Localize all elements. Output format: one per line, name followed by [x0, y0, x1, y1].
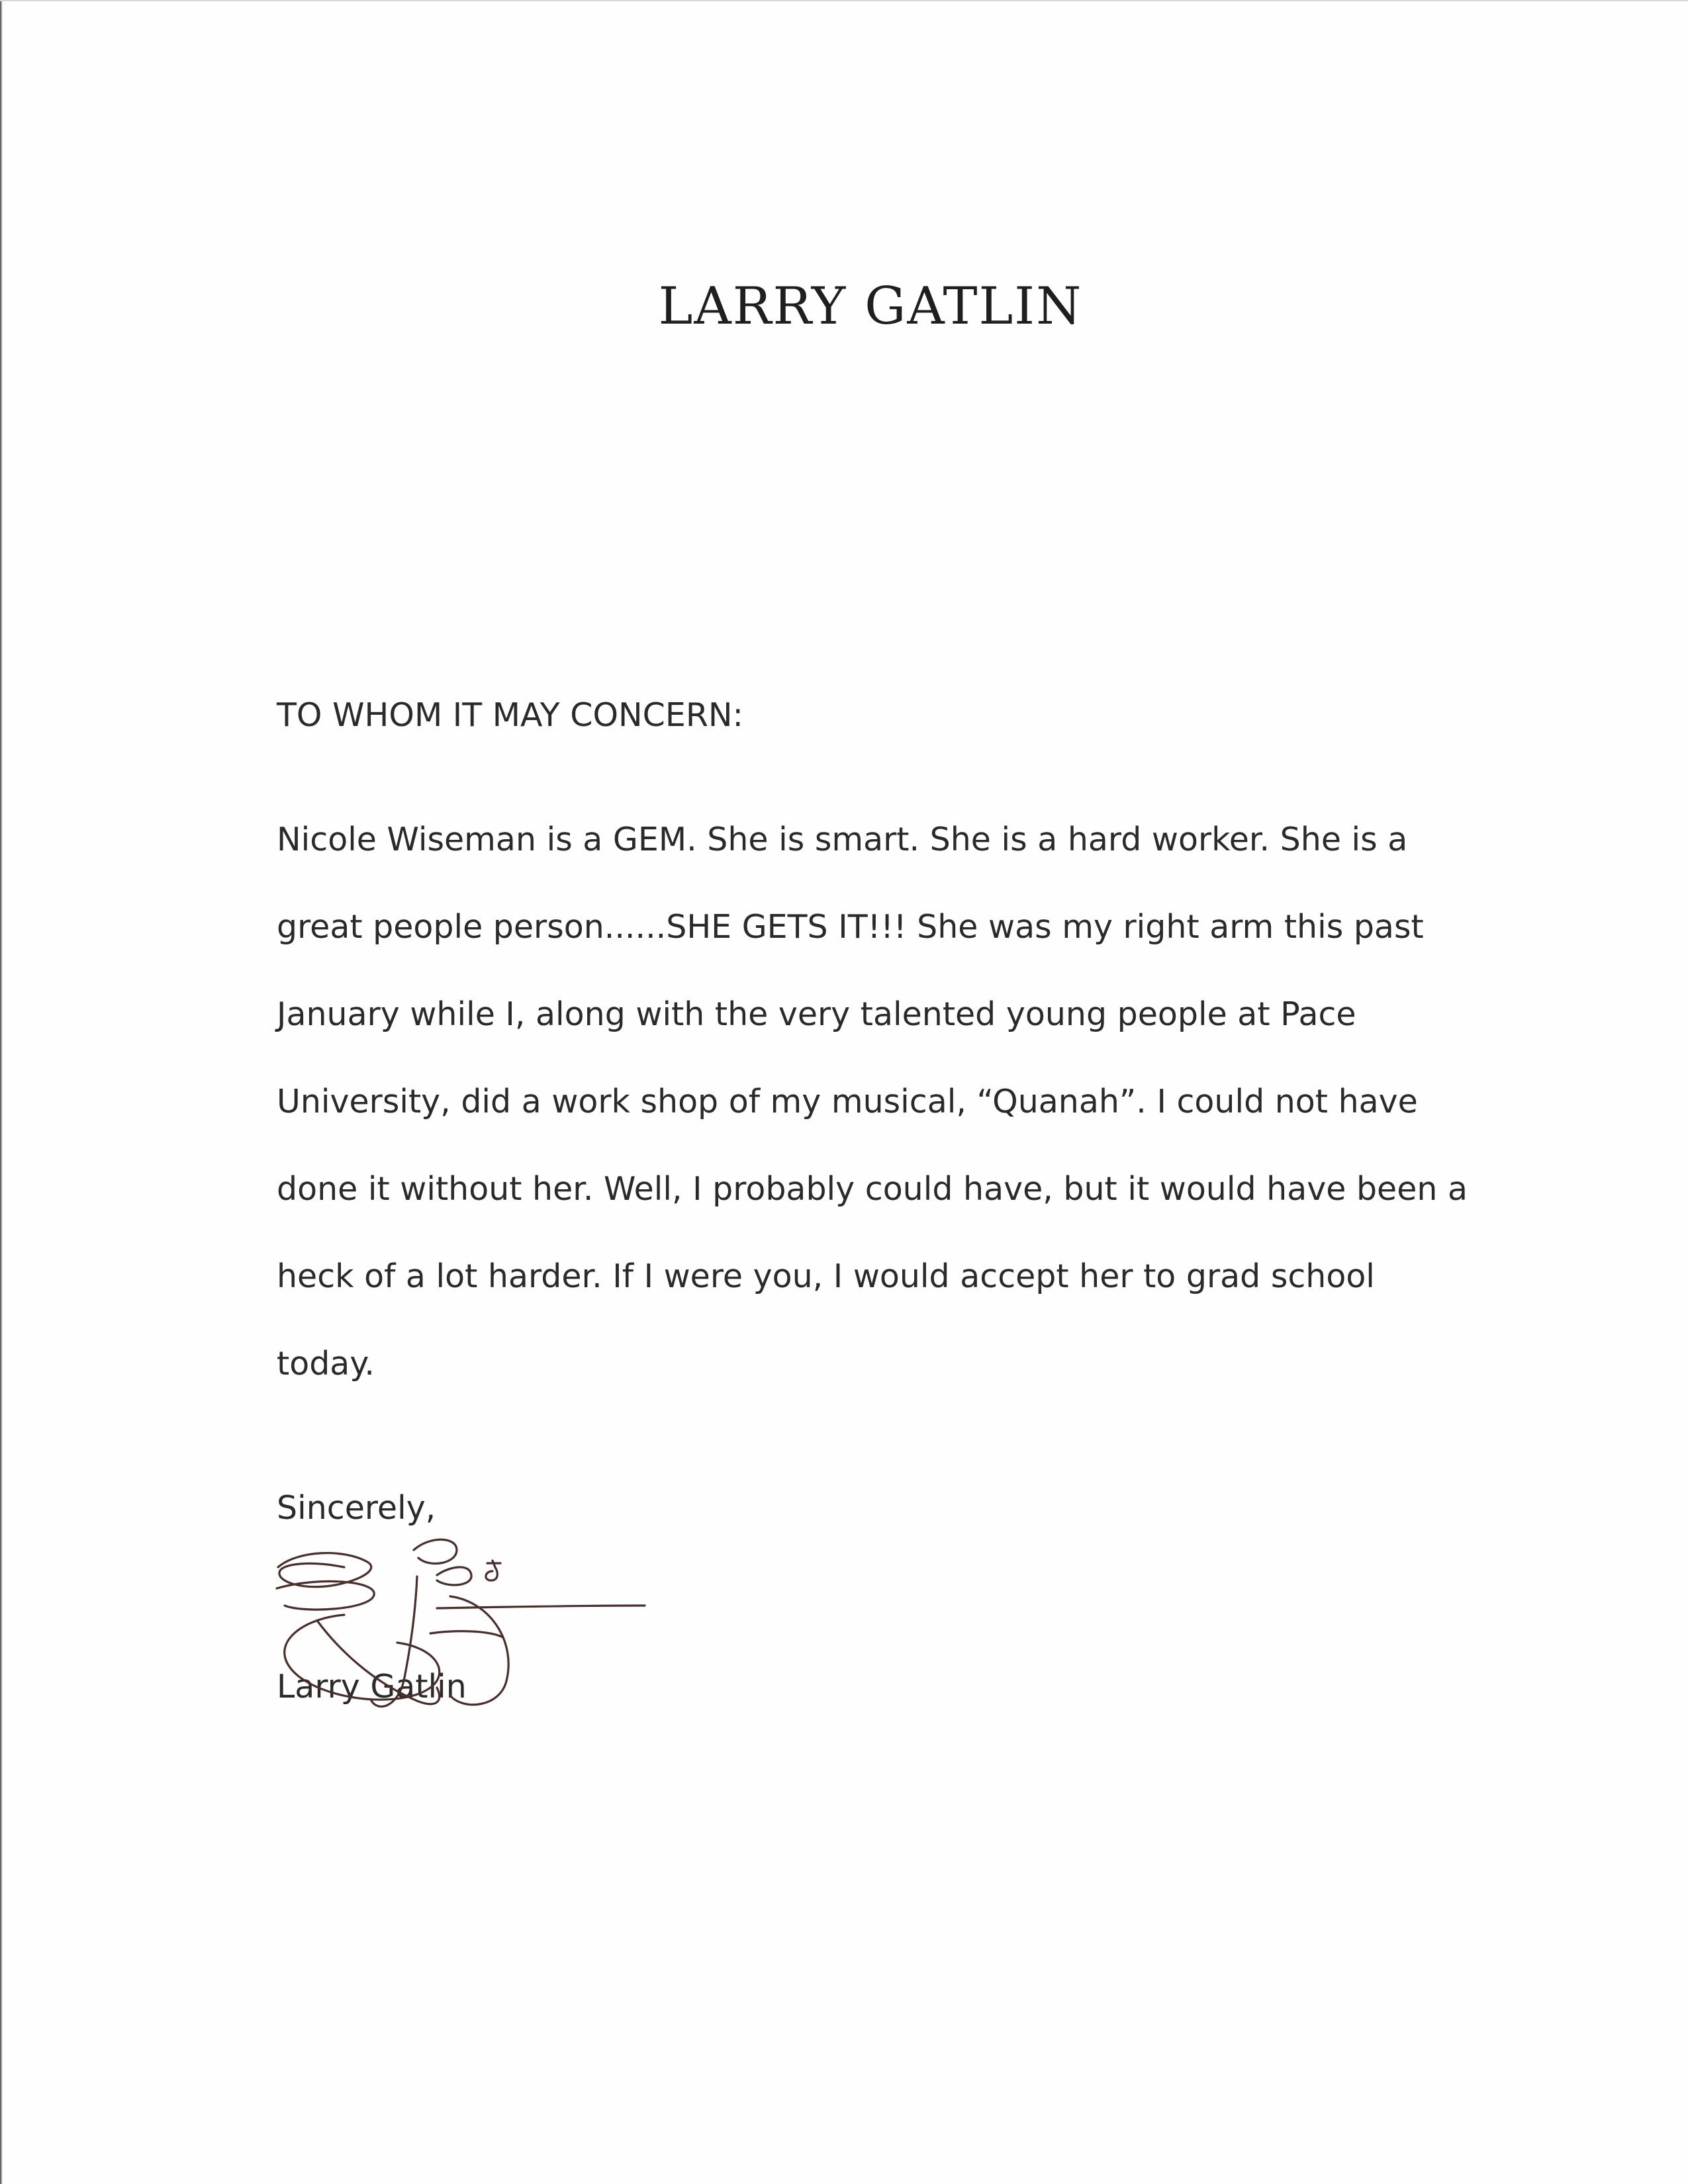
body-line-5: done it without her. Well, I probably could have, but it would have been a — [277, 1170, 1468, 1208]
body-line-1: Nicole Wiseman is a GEM. She is smart. She is a hard worker. She is a — [277, 821, 1408, 858]
body-line-2: great people person......SHE GETS IT!!! She was my right arm this past — [277, 908, 1424, 946]
body-line-4: University, did a work shop of my musical, “Quanah”. I could not have — [277, 1083, 1418, 1120]
letterhead-name: LARRY GATLIN — [658, 277, 1083, 336]
handwritten-signature — [238, 1489, 675, 1727]
signer-name: Larry Gatlin — [277, 1668, 467, 1706]
scan-edge-top — [0, 0, 1688, 1]
body-line-6: heck of a lot harder. If I were you, I would accept her to grad school — [277, 1257, 1375, 1295]
body-line-3: January while I, along with the very talented young people at Pace — [277, 995, 1356, 1033]
salutation: TO WHOM IT MAY CONCERN: — [277, 696, 744, 734]
body-line-7: today. — [277, 1345, 375, 1383]
closing: Sincerely, — [277, 1489, 436, 1527]
